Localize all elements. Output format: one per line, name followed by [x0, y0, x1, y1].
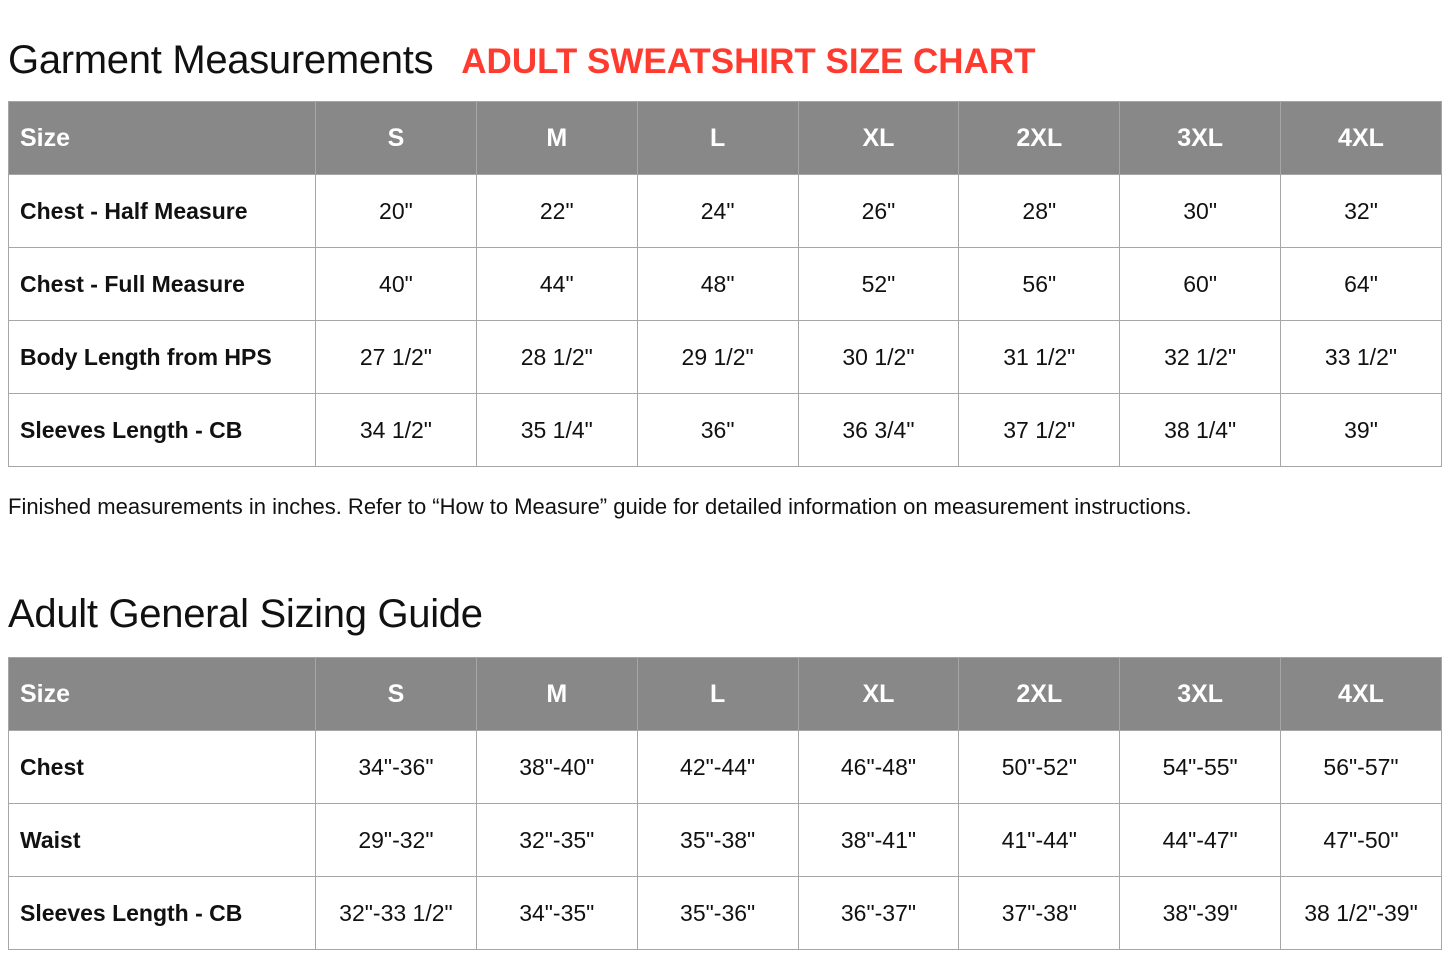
table-cell: 40" [316, 248, 477, 321]
header-cell: S [316, 102, 477, 175]
table-cell: 56" [959, 248, 1120, 321]
table-cell: 35 1/4" [476, 394, 637, 467]
table-cell: 37 1/2" [959, 394, 1120, 467]
garment-section-title: Garment Measurements [8, 38, 434, 82]
table-row [9, 804, 1442, 877]
header-cell: 4XL [1281, 658, 1442, 731]
header-cell: XL [798, 658, 959, 731]
table-row [9, 321, 1442, 394]
table-cell: 26" [798, 175, 959, 248]
table-cell: 35"-36" [637, 877, 798, 950]
table-cell: 64" [1281, 248, 1442, 321]
table-row [9, 394, 1442, 467]
table-cell: 56"-57" [1281, 731, 1442, 804]
header-cell: M [476, 658, 637, 731]
garment-measurements-table [8, 101, 1442, 467]
header-cell: XL [798, 102, 959, 175]
garment-title-row [8, 38, 1036, 88]
header-cell: Size [9, 658, 316, 731]
table-cell: 34"-35" [476, 877, 637, 950]
header-cell: L [637, 658, 798, 731]
table-cell: 41"-44" [959, 804, 1120, 877]
table-cell: 38"-40" [476, 731, 637, 804]
table-header-row [9, 102, 1442, 175]
table-cell: 38"-39" [1120, 877, 1281, 950]
table-cell: 32 1/2" [1120, 321, 1281, 394]
table-cell: 46"-48" [798, 731, 959, 804]
row-label: Chest - Half Measure [9, 175, 316, 248]
table-cell: 28" [959, 175, 1120, 248]
table-cell: 30" [1120, 175, 1281, 248]
row-label: Chest [9, 731, 316, 804]
table-cell: 37"-38" [959, 877, 1120, 950]
row-label: Sleeves Length - CB [9, 394, 316, 467]
header-cell: 2XL [959, 658, 1120, 731]
table-row [9, 731, 1442, 804]
header-cell: 3XL [1120, 658, 1281, 731]
table-cell: 54"-55" [1120, 731, 1281, 804]
table-cell: 38"-41" [798, 804, 959, 877]
table-cell: 50"-52" [959, 731, 1120, 804]
general-section-title: Adult General Sizing Guide [8, 592, 483, 636]
table-cell: 60" [1120, 248, 1281, 321]
table-cell: 36 3/4" [798, 394, 959, 467]
table-cell: 34 1/2" [316, 394, 477, 467]
header-cell: 4XL [1281, 102, 1442, 175]
header-cell: 2XL [959, 102, 1120, 175]
table-cell: 32"-33 1/2" [316, 877, 477, 950]
header-cell: Size [9, 102, 316, 175]
row-label: Sleeves Length - CB [9, 877, 316, 950]
table-cell: 38 1/2"-39" [1281, 877, 1442, 950]
table-cell: 22" [476, 175, 637, 248]
table-cell: 36"-37" [798, 877, 959, 950]
table-cell: 36" [637, 394, 798, 467]
table-cell: 20" [316, 175, 477, 248]
table-cell: 30 1/2" [798, 321, 959, 394]
row-label: Chest - Full Measure [9, 248, 316, 321]
table-row [9, 175, 1442, 248]
table-cell: 28 1/2" [476, 321, 637, 394]
header-cell: S [316, 658, 477, 731]
table-cell: 38 1/4" [1120, 394, 1281, 467]
table-row [9, 877, 1442, 950]
table-cell: 29 1/2" [637, 321, 798, 394]
table-row [9, 248, 1442, 321]
header-cell: L [637, 102, 798, 175]
table-cell: 47"-50" [1281, 804, 1442, 877]
table-cell: 34"-36" [316, 731, 477, 804]
row-label: Body Length from HPS [9, 321, 316, 394]
sweatshirt-chart-title: ADULT SWEATSHIRT SIZE CHART [461, 42, 1036, 81]
header-cell: 3XL [1120, 102, 1281, 175]
table-cell: 33 1/2" [1281, 321, 1442, 394]
table-cell: 48" [637, 248, 798, 321]
table-cell: 35"-38" [637, 804, 798, 877]
table-cell: 31 1/2" [959, 321, 1120, 394]
table-cell: 32" [1281, 175, 1442, 248]
table-cell: 32"-35" [476, 804, 637, 877]
header-cell: M [476, 102, 637, 175]
table-cell: 42"-44" [637, 731, 798, 804]
table-cell: 27 1/2" [316, 321, 477, 394]
table-cell: 29"-32" [316, 804, 477, 877]
table-header-row [9, 658, 1442, 731]
table-cell: 44"-47" [1120, 804, 1281, 877]
table-cell: 24" [637, 175, 798, 248]
measurement-note: Finished measurements in inches. Refer to “How to Measure” guide for detailed information on measurement instructions. [8, 494, 1192, 519]
row-label: Waist [9, 804, 316, 877]
table-cell: 39" [1281, 394, 1442, 467]
general-sizing-table [8, 657, 1442, 950]
table-cell: 44" [476, 248, 637, 321]
table-cell: 52" [798, 248, 959, 321]
